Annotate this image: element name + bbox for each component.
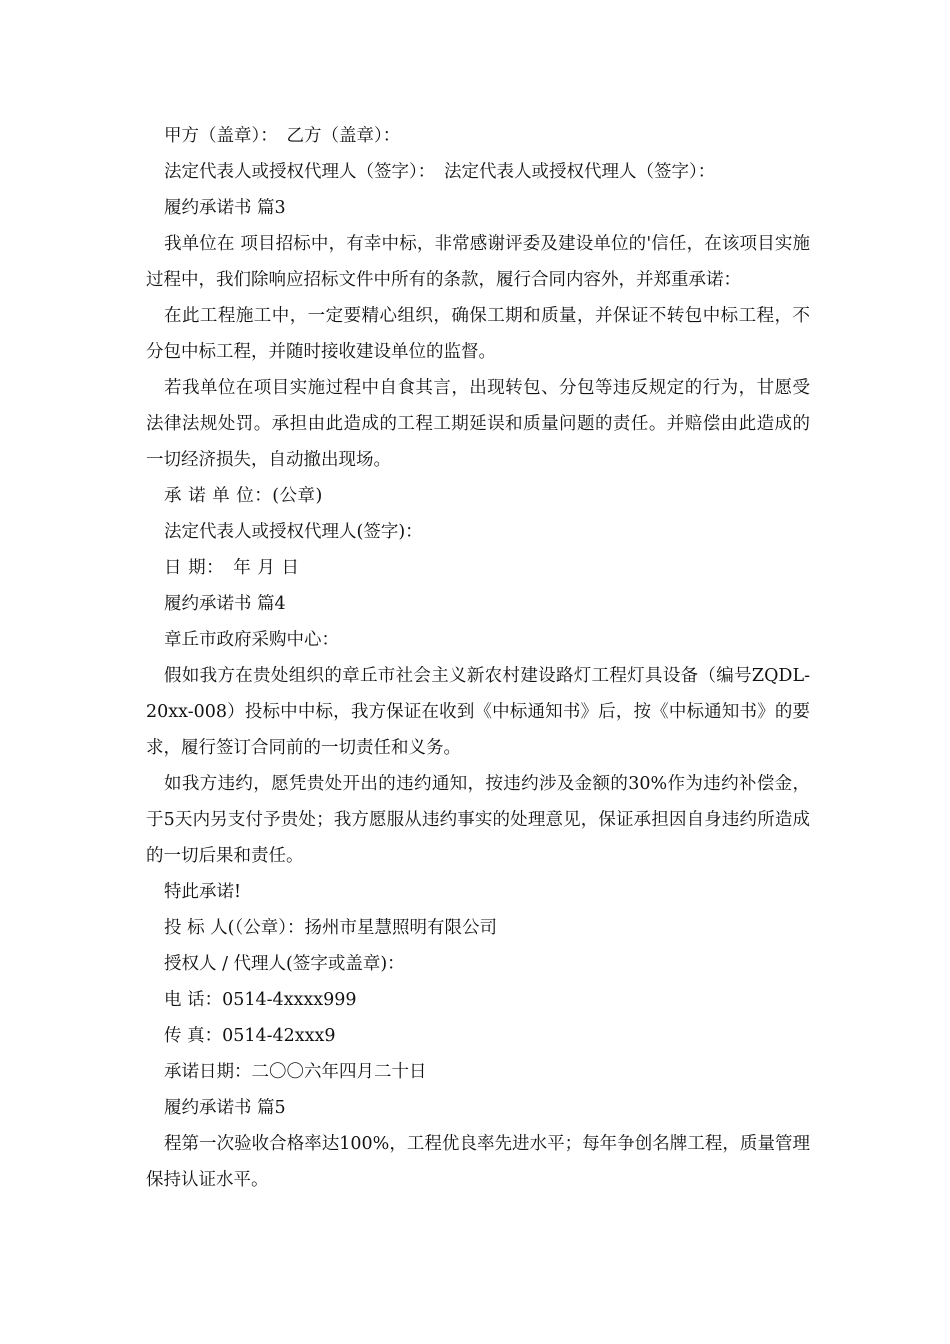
commitment-unit-line: 承 诺 单 位：(公章) [164, 486, 323, 506]
paragraph-commitment-intro: 我单位在 项目招标中，有幸中标，非常感谢评委及建设单位的'信任，在该项目实施过程中，我们除响应招标文件中所有的条款，履行合同内容外，并郑重承诺： [146, 234, 810, 290]
representative-signature-line: 法定代表人或授权代理人（签字）： 法定代表人或授权代理人（签字）： [164, 162, 716, 182]
commitment-date-line: 承诺日期：二〇〇六年四月二十日 [164, 1062, 427, 1082]
paragraph-quality-goals: 程第一次验收合格率达100%，工程优良率先进水平；每年争创名牌工程，质量管理保持认证水平。 [146, 1134, 810, 1190]
date-line: 日 期： 年 月 日 [164, 558, 300, 578]
phone-line: 电 话：0514-4xxxx999 [164, 990, 357, 1010]
fax-line: 传 真：0514-42xxx9 [164, 1026, 336, 1046]
section-heading-3: 履约承诺书 篇3 [164, 198, 286, 218]
paragraph-breach: 如我方违约，愿凭贵处开出的违约通知，按违约涉及金额的30%作为违约补偿金，于5天内另支付予贵处；我方愿服从违约事实的处理意见，保证承担因自身违约所造成的一切后果和责任。 [146, 774, 810, 866]
paragraph-construction: 在此工程施工中，一定要精心组织，确保工期和质量，并保证不转包中标工程，不分包中标工程，并随时接收建设单位的监督。 [146, 306, 810, 362]
document-body [146, 118, 810, 1198]
section-heading-4: 履约承诺书 篇4 [164, 594, 286, 614]
party-seal-line: 甲方（盖章）： 乙方（盖章）： [164, 126, 401, 146]
legal-rep-line: 法定代表人或授权代理人(签字)： [164, 522, 423, 542]
bidder-line: 投 标 人(（公章）：扬州市星慧照明有限公司 [164, 918, 497, 938]
addressee-line: 章丘市政府采购中心： [164, 630, 339, 650]
hereby-commit-line: 特此承诺! [164, 882, 242, 902]
section-heading-5: 履约承诺书 篇5 [164, 1098, 286, 1118]
paragraph-bid-guarantee: 假如我方在贵处组织的章丘市社会主义新农村建设路灯工程灯具设备（编号ZQDL-20xx-008）投标中中标，我方保证在收到《中标通知书》后，按《中标通知书》的要求，履行签订合同前的一切责任和义务。 [146, 666, 810, 758]
paragraph-penalty: 若我单位在项目实施过程中自食其言，出现转包、分包等违反规定的行为，甘愿受法律法规处罚。承担由此造成的工程工期延误和质量问题的责任。并赔偿由此造成的一切经济损失，自动撤出现场。 [146, 378, 810, 470]
authorized-agent-line: 授权人 / 代理人(签字或盖章)： [164, 954, 405, 974]
